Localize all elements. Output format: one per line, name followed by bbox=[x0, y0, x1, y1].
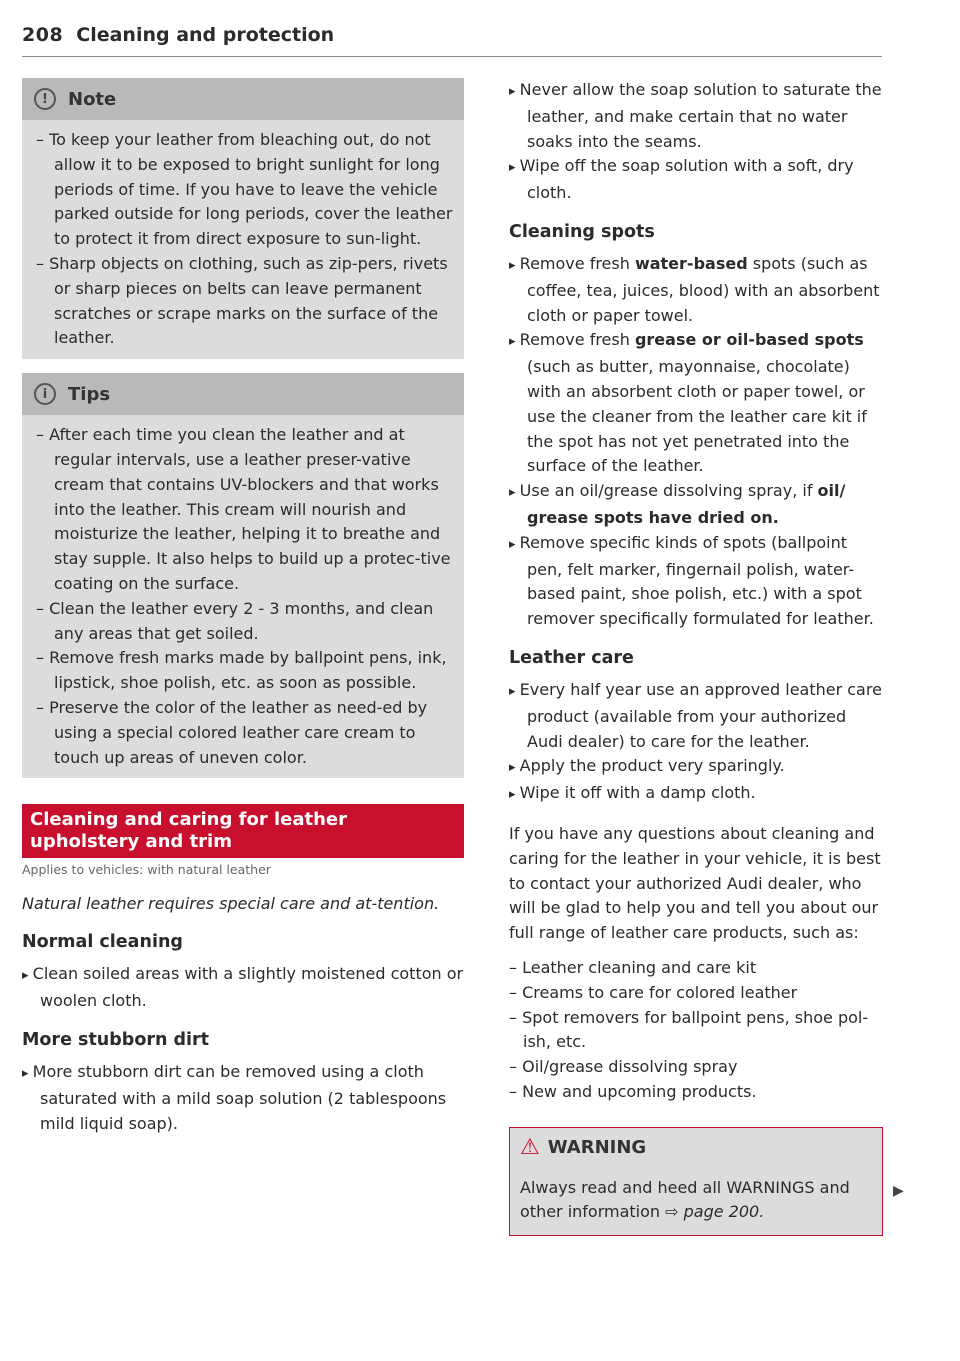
intro-text: Natural leather requires special care and at-tention. bbox=[22, 894, 440, 914]
info-circle-icon: i bbox=[34, 383, 56, 405]
products-list bbox=[509, 956, 883, 1105]
step-item: ▸ Never allow the soap solution to saturate the leather, and make certain that no water soaks into the seams. bbox=[509, 78, 883, 154]
list-item: – Spot removers for ballpoint pens, shoe pol-ish, etc. bbox=[509, 1006, 883, 1056]
list-item: – Sharp objects on clothing, such as zip-pers, rivets or sharp pieces on belts can leave permanent scratches or scrape marks on the surface of the leather. bbox=[36, 252, 454, 351]
heading-leather-care: Leather care bbox=[509, 647, 634, 668]
list-item: – Remove fresh marks made by ballpoint pens, ink, lipstick, shoe polish, etc. as soon as possible. bbox=[36, 646, 454, 696]
applies-to: Applies to vehicles: with natural leather bbox=[22, 862, 271, 878]
list-item: – Oil/grease dissolving spray bbox=[509, 1055, 883, 1080]
list-item: – To keep your leather from bleaching out, do not allow it to be exposed to bright sunlight for long periods of time. If you have to leave the vehicle parked outside for long periods, cover the leather to protect it from direct exposure to sun-light. bbox=[36, 128, 454, 252]
step-item: ▸ Apply the product very sparingly. bbox=[509, 754, 883, 781]
page-number: 208 bbox=[22, 24, 64, 46]
section-heading: Cleaning and caring for leather upholstery and trim bbox=[22, 804, 464, 858]
page-header bbox=[22, 24, 882, 46]
warning-triangle-icon: ⚠ bbox=[520, 1135, 540, 1161]
left-column bbox=[22, 78, 464, 1136]
header-rule bbox=[22, 56, 882, 57]
care-paragraph: If you have any questions about cleaning and caring for the leather in your vehicle, it is best to contact your authorized Audi dealer, who will be glad to help you and tell you about our full range of leather care products, such as: bbox=[509, 823, 881, 943]
step-item: ▸ More stubborn dirt can be removed using a cloth saturated with a mild soap solution (2 tablespoons mild liquid soap). bbox=[22, 1060, 464, 1136]
list-item: – After each time you clean the leather and at regular intervals, use a leather preser-vative cream that contains UV-blockers and that works into the leather. This cream will nourish and moisturize the leather, helping it to breathe and stay supple. It also helps to build up a protec-tive coating on the surface. bbox=[36, 423, 454, 597]
note-title: Note bbox=[68, 88, 117, 110]
list-item: – Clean the leather every 2 - 3 months, and clean any areas that get soiled. bbox=[36, 597, 454, 647]
tips-list bbox=[22, 415, 464, 770]
play-arrow-icon: ▶ bbox=[893, 1183, 904, 1199]
note-list bbox=[22, 120, 464, 351]
step-item: ▸ Wipe off the soap solution with a soft, dry cloth. bbox=[509, 154, 883, 206]
list-item: – Preserve the color of the leather as need-ed by using a special colored leather care cream to touch up areas of uneven color. bbox=[36, 696, 454, 770]
list-item: – New and upcoming products. bbox=[509, 1080, 883, 1105]
right-column bbox=[509, 78, 883, 1236]
step-item: ▸ Remove fresh grease or oil-based spots (such as butter, mayonnaise, chocolate) with an absorbent cloth or paper towel, or use the cleaner from the leather care kit if the spot has not yet penetrated into the surface of the leather. bbox=[509, 328, 883, 479]
heading-cleaning-spots: Cleaning spots bbox=[509, 221, 655, 242]
exclamation-circle-icon: ! bbox=[34, 88, 56, 110]
heading-normal-cleaning: Normal cleaning bbox=[22, 932, 183, 953]
tips-box bbox=[22, 373, 464, 778]
warning-box bbox=[509, 1127, 883, 1237]
note-box bbox=[22, 78, 464, 359]
warning-text: Always read and heed all WARNINGS and other information ⇨ page 200. bbox=[510, 1168, 882, 1236]
step-item: ▸ Clean soiled areas with a slightly moistened cotton or woolen cloth. bbox=[22, 962, 464, 1014]
warning-title: WARNING bbox=[547, 1137, 647, 1159]
page-reference-link[interactable]: ⇨ page 200. bbox=[665, 1202, 765, 1222]
step-item: ▸ Wipe it off with a damp cloth. bbox=[509, 781, 883, 808]
step-item: ▸ Use an oil/grease dissolving spray, if oil/ grease spots have dried on. bbox=[509, 479, 883, 531]
warning-header bbox=[510, 1128, 882, 1168]
tips-title: Tips bbox=[68, 383, 111, 405]
list-item: – Creams to care for colored leather bbox=[509, 981, 883, 1006]
section-title: Cleaning and protection bbox=[76, 24, 335, 46]
note-header bbox=[22, 78, 464, 120]
step-item: ▸ Remove fresh water-based spots (such as coffee, tea, juices, blood) with an absorbent cloth or paper towel. bbox=[509, 252, 883, 328]
step-item: ▸ Remove specific kinds of spots (ballpoint pen, felt marker, fingernail polish, water-based paint, shoe polish, etc.) with a spot remover specifically formulated for leather. bbox=[509, 531, 883, 632]
tips-header bbox=[22, 373, 464, 415]
step-item: ▸ Every half year use an approved leather care product (available from your authorized Audi dealer) to care for the leather. bbox=[509, 678, 883, 754]
list-item: – Leather cleaning and care kit bbox=[509, 956, 883, 981]
heading-stubborn-dirt: More stubborn dirt bbox=[22, 1029, 210, 1050]
